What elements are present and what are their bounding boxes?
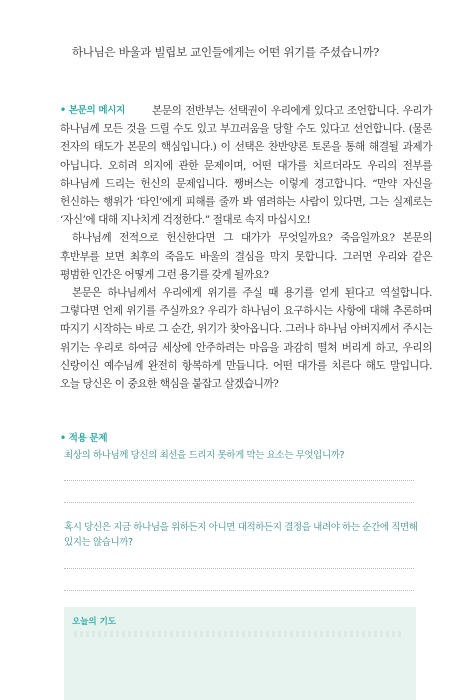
message-paragraph-3: 본문은 하나님께서 우리에게 위기를 주실 때 용기를 얻게 된다고 역설합니다. 그렇다면 언제 위기를 주실까요? 우리가 하나님이 요구하시는 사항에 대해 추론하며 따지기 시작하는 바로 그 순간, 위기가 찾아옵니다. 그러나 하나님 아버지께서 주시는 위기는 우리로 하여금 세상에 안주하려는 마음을 과감히 떨쳐 버리게 하고, 우리의 신랑이신 예수님께 완전히 항복하게 만듭니다. 어떤 대가를 치른다 해도 말입니다. 오늘 당신은 이 중요한 핵심을 붙잡고 살겠습니까?	[60, 287, 432, 391]
bullet-icon: •	[60, 105, 66, 116]
prayer-label: 오늘의 기도	[72, 617, 117, 627]
prayer-faded-text	[74, 631, 404, 637]
message-paragraph-1: 본문의 전반부는 선택권이 우리에게 있다고 조언합니다. 우리가 하나님께 모든 것을 드릴 수도 있고 부끄러움을 당할 수도 있다고 선언합니다. (물론 전자의 태도가 본문의 핵심입니다.) 이 선택은 찬반양론 토론을 통해 해결될 과제가 아닙니다. 오히려 의지에 관한 문제이며, 어떤 대가를 치르더라도 우리의 전부를 하나님께 드리는 헌신의 문제입니다. 쨍버스는 이렇게 경고합니다. “만약 자신을 헌신하는 행위가 ‘타인’에게 피해를 줄까 봐 염려하는 사람이 있다면, 그는 실제로는 ‘자신’에 대해 지나치게 걱정한다.” 절대로 속지 마십시오!	[60, 105, 432, 227]
top-question: 하나님은 바울과 빌립보 교인들에게는 어떤 위기를 주셨습니까?	[72, 45, 380, 59]
prayer-box	[64, 607, 416, 700]
answer-line[interactable]	[64, 480, 414, 481]
apply-label: 적용 문제	[68, 433, 108, 444]
message-label: 본문의 메시지	[68, 105, 126, 116]
apply-question-1: 최상의 하나님께 당신의 최선을 드리지 못하게 막는 요소는 무엇입니까?	[64, 450, 345, 461]
bullet-icon: •	[60, 433, 66, 444]
apply-heading	[60, 430, 432, 444]
apply-question-2: 혹시 당신은 지금 하나님을 위하든지 아니면 대적하든지 결정을 내려야 하는 순간에 직면해 있지는 않습니까?	[64, 522, 418, 548]
message-heading	[60, 102, 125, 116]
answer-line[interactable]	[64, 590, 414, 591]
apply-section	[60, 430, 432, 444]
message-section	[60, 102, 432, 393]
answer-line[interactable]	[64, 502, 414, 503]
message-paragraph-2: 하나님께 전적으로 헌신한다면 그 대가가 무엇일까요? 죽음일까요? 본문의 후반부를 보면 최후의 죽음도 바울의 결심을 막지 못합니다. 그러면 우리와 같은 평범한 인간은 어떻게 그런 용기를 갖게 될까요?	[60, 232, 432, 281]
answer-line[interactable]	[64, 568, 414, 569]
